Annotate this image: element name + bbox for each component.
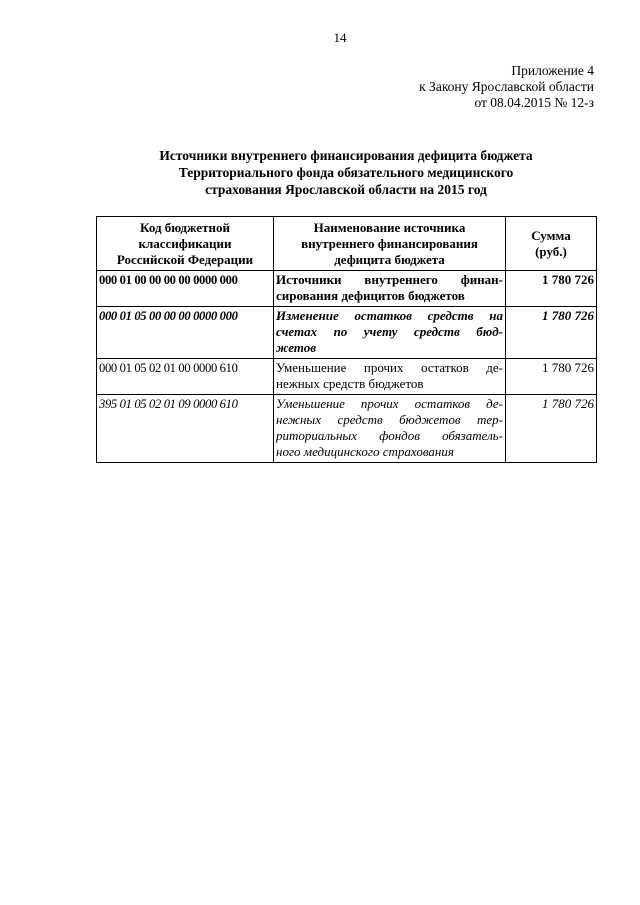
document-title — [96, 147, 596, 198]
table-row — [97, 307, 597, 359]
header-sum: Сумма (руб.) — [506, 217, 597, 271]
row-name: Уменьшение прочих остатков де- нежных средств бюджетов тер- риториальных фондов обязатель- ного медицинского страхования — [274, 395, 506, 463]
table-header-row — [97, 217, 597, 271]
title-line: Территориального фонда обязательного медицинского — [178, 165, 514, 180]
row-code: 000 01 00 00 00 00 0000 000 — [97, 271, 274, 307]
header-name: Наименование источника внутреннего финансирования дефицита бюджета — [274, 217, 506, 271]
row-name: Источники внутреннего финан- сирования дефицитов бюджетов — [274, 271, 506, 307]
row-code: 395 01 05 02 01 09 0000 610 — [97, 395, 274, 463]
row-sum: 1 780 726 — [506, 359, 597, 395]
title-line: Источники внутреннего финансирования дефицита бюджета — [159, 148, 533, 163]
row-name: Уменьшение прочих остатков де- нежных средств бюджетов — [274, 359, 506, 395]
appendix-line: Приложение 4 — [511, 63, 594, 78]
table-row — [97, 271, 597, 307]
row-sum: 1 780 726 — [506, 271, 597, 307]
appendix-header — [419, 63, 594, 111]
appendix-line: от 08.04.2015 № 12-з — [474, 95, 594, 110]
header-code: Код бюджетной классификации Российской Федерации — [97, 217, 274, 271]
row-code: 000 01 05 00 00 00 0000 000 — [97, 307, 274, 359]
table-row — [97, 395, 597, 463]
title-line: страхования Ярославской области на 2015 год — [205, 182, 487, 197]
row-sum: 1 780 726 — [506, 395, 597, 463]
appendix-line: к Закону Ярославской области — [419, 79, 594, 94]
financing-sources-table — [96, 216, 597, 463]
row-name: Изменение остатков средств на счетах по учету средств бюд- жетов — [274, 307, 506, 359]
table-row — [97, 359, 597, 395]
row-code: 000 01 05 02 01 00 0000 610 — [97, 359, 274, 395]
row-sum: 1 780 726 — [506, 307, 597, 359]
page-number: 14 — [333, 30, 347, 45]
